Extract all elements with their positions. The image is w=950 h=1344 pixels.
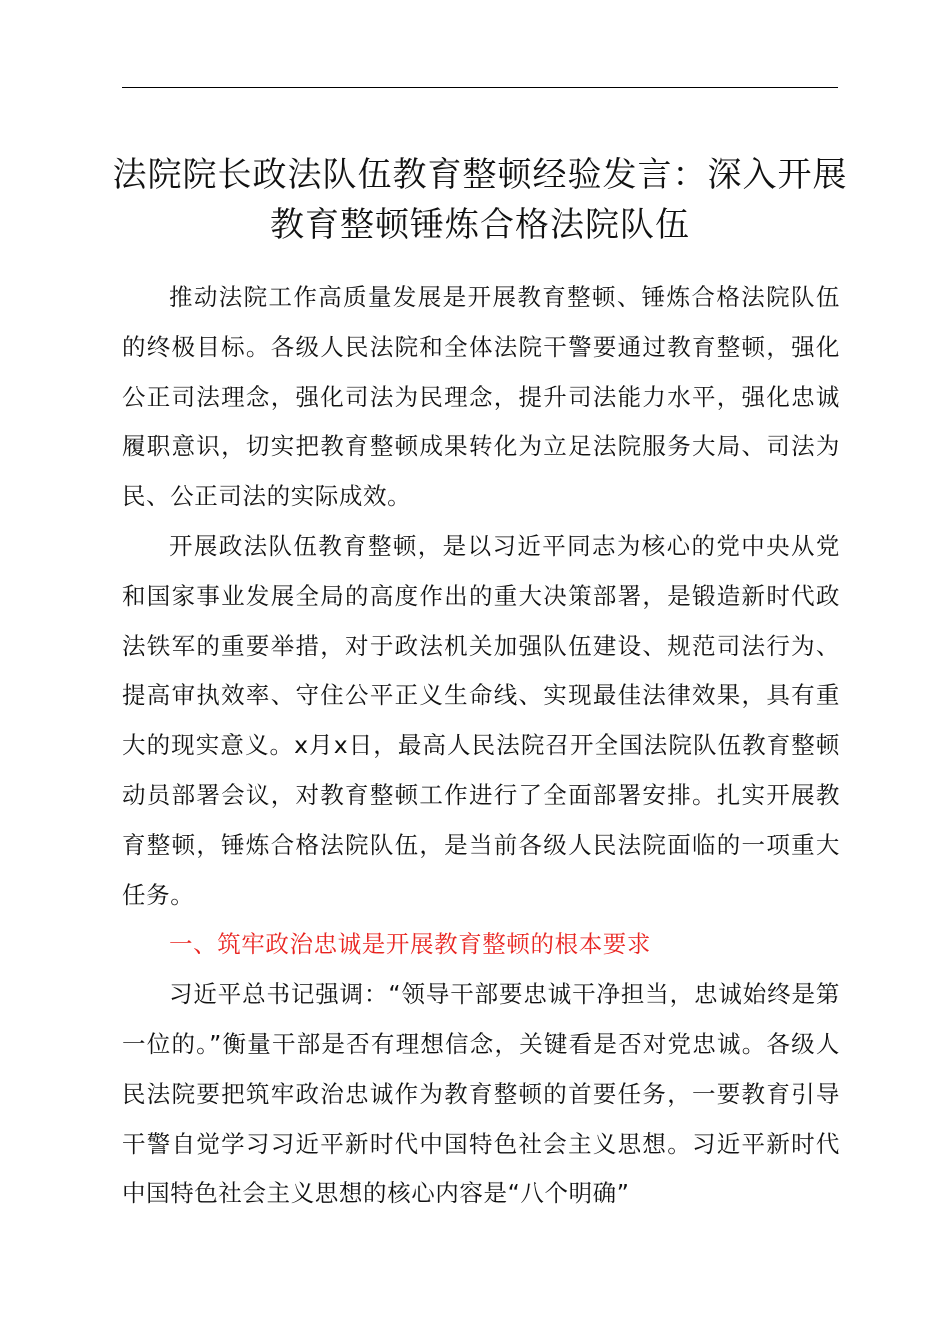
- paragraph-background: 开展政法队伍教育整顿，是以习近平同志为核心的党中央从党和国家事业发展全局的高度作出的重大决策部署，是锻造新时代政法铁军的重要举措，对于政法机关加强队伍建设、规范司法行为、提高审执效率、守住公平正义生命线、实现最佳法律效果，具有重大的现实意义。x月x日，最高人民法院召开全国法院队伍教育整顿动员部署会议，对教育整顿工作进行了全面部署安排。扎实开展教育整顿，锤炼合格法院队伍，是当前各级人民法院面临的一项重大任务。: [122, 531, 840, 909]
- paragraph-section-1: 习近平总书记强调：“领导干部要忠诚干净担当，忠诚始终是第一位的。”衡量干部是否有理想信念，关键看是否对党忠诚。各级人民法院要把筑牢政治忠诚作为教育整顿的首要任务，一要教育引导干警自觉学习习近平新时代中国特色社会主义思想。习近平新时代中国特色社会主义思想的核心内容是“八个明确”: [122, 980, 840, 1208]
- section-heading-1: 一、筑牢政治忠诚是开展教育整顿的根本要求: [169, 930, 651, 959]
- document-body: [122, 273, 840, 1219]
- header-rule: [122, 87, 838, 88]
- document-title: 法院院长政法队伍教育整顿经验发言：深入开展教育整顿锤炼合格法院队伍: [112, 155, 848, 245]
- paragraph-intro: 推动法院工作高质量发展是开展教育整顿、锤炼合格法院队伍的终极目标。各级人民法院和全体法院干警要通过教育整顿，强化公正司法理念，强化司法为民理念，提升司法能力水平，强化忠诚履职意识，切实把教育整顿成果转化为立足法院服务大局、司法为民、公正司法的实际成效。: [122, 283, 840, 511]
